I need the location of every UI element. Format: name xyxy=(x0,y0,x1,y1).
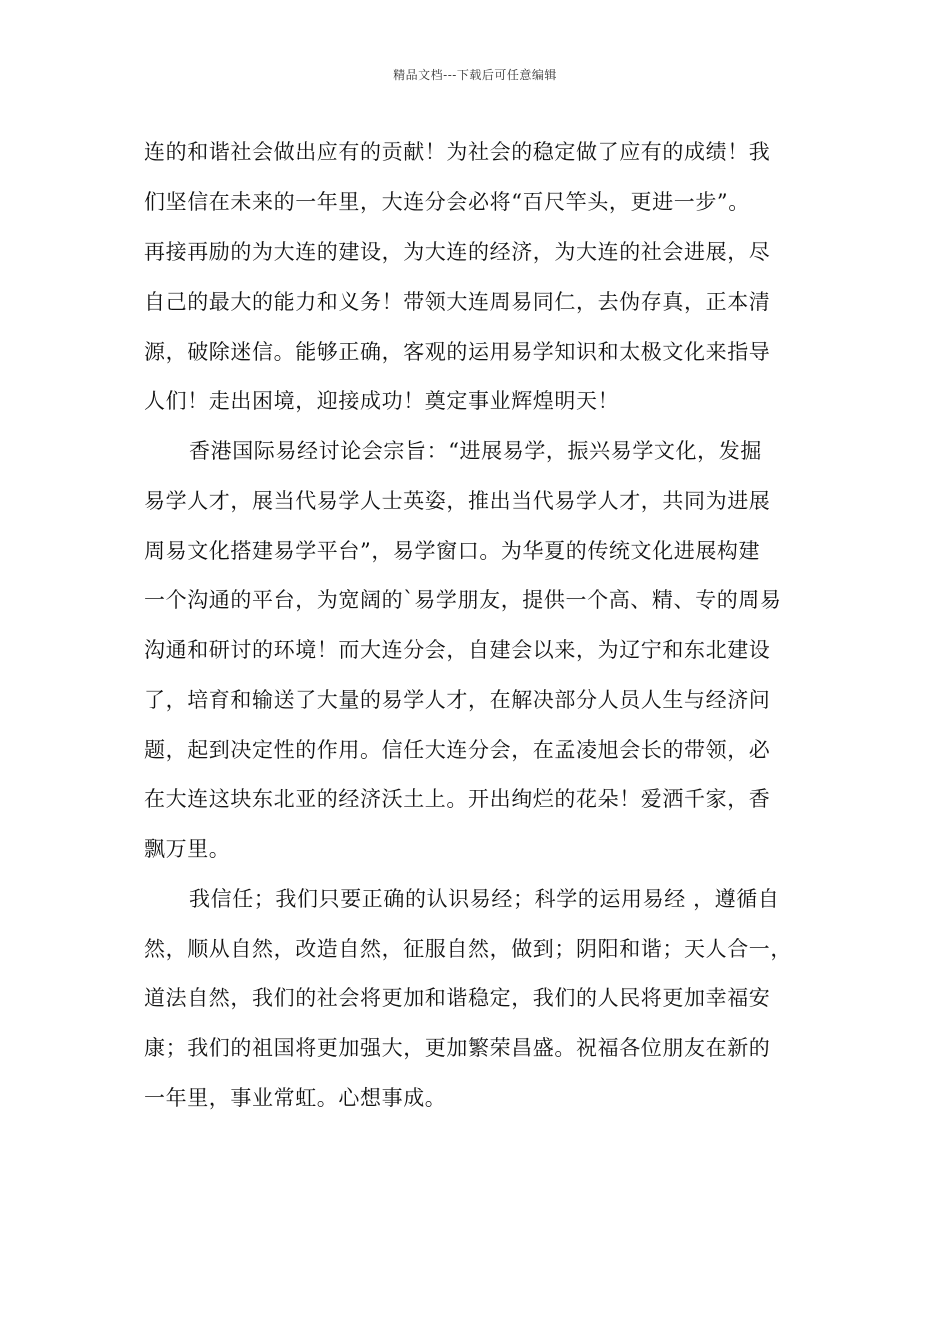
text-line: 源，破除迷信。能够正确，客观的运用易学知识和太极文化来指导 xyxy=(144,340,771,364)
text-line: 再接再励的为大连的建设，为大连的经济，为大连的社会进展，尽 xyxy=(144,240,771,264)
text-line: 然，顺从自然，改造自然，征服自然，做到；阴阳和谐；天人合一， xyxy=(144,937,792,961)
paragraph-first-line: 我信任；我们只要正确的认识易经；科学的运用易经 ，遵循自 xyxy=(189,887,780,911)
text-line: 康；我们的祖国将更加强大，更加繁荣昌盛。祝福各位朋友在新的 xyxy=(144,1036,771,1060)
text-line: 一年里，事业常虹。心想事成。 xyxy=(144,1086,447,1110)
text-line: 一个沟通的平台，为宽阔的`易学朋友，提供一个高、精、专的周易 xyxy=(144,588,782,612)
page-header: 精品文档---下载后可任意编辑 xyxy=(393,68,557,82)
text-line: 了，培育和输送了大量的易学人才，在解决部分人员人生与经济问 xyxy=(144,688,771,712)
text-line: 沟通和研讨的环境！而大连分会，自建会以来，为辽宁和东北建设 xyxy=(144,638,771,662)
paragraph-first-line: 香港国际易经讨论会宗旨：“进展易学，振兴易学文化，发掘 xyxy=(189,439,762,463)
text-line: 自己的最大的能力和义务！带领大连周易同仁，去伪存真，正本清 xyxy=(144,290,771,314)
text-line: 人们！走出困境，迎接成功！奠定事业辉煌明天！ xyxy=(144,389,620,413)
text-line: 周易文化搭建易学平台”，易学窗口。为华夏的传统文化进展构建 xyxy=(144,539,761,563)
text-line: 飘万里。 xyxy=(144,837,231,861)
text-line: 易学人才，展当代易学人士英姿，推出当代易学人才，共同为进展 xyxy=(144,489,771,513)
text-line: 们坚信在未来的一年里，大连分会必将“百尺竿头，更进一步”。 xyxy=(144,190,750,214)
text-line: 连的和谐社会做出应有的贡献！为社会的稳定做了应有的成绩！我 xyxy=(144,140,771,164)
text-line: 道法自然，我们的社会将更加和谐稳定，我们的人民将更加幸福安 xyxy=(144,986,771,1010)
text-line: 题，起到决定性的作用。信任大连分会，在孟凌旭会长的带领，必 xyxy=(144,738,771,762)
text-line: 在大连这块东北亚的经济沃土上。开出绚烂的花朵！爱洒千家，香 xyxy=(144,787,771,811)
